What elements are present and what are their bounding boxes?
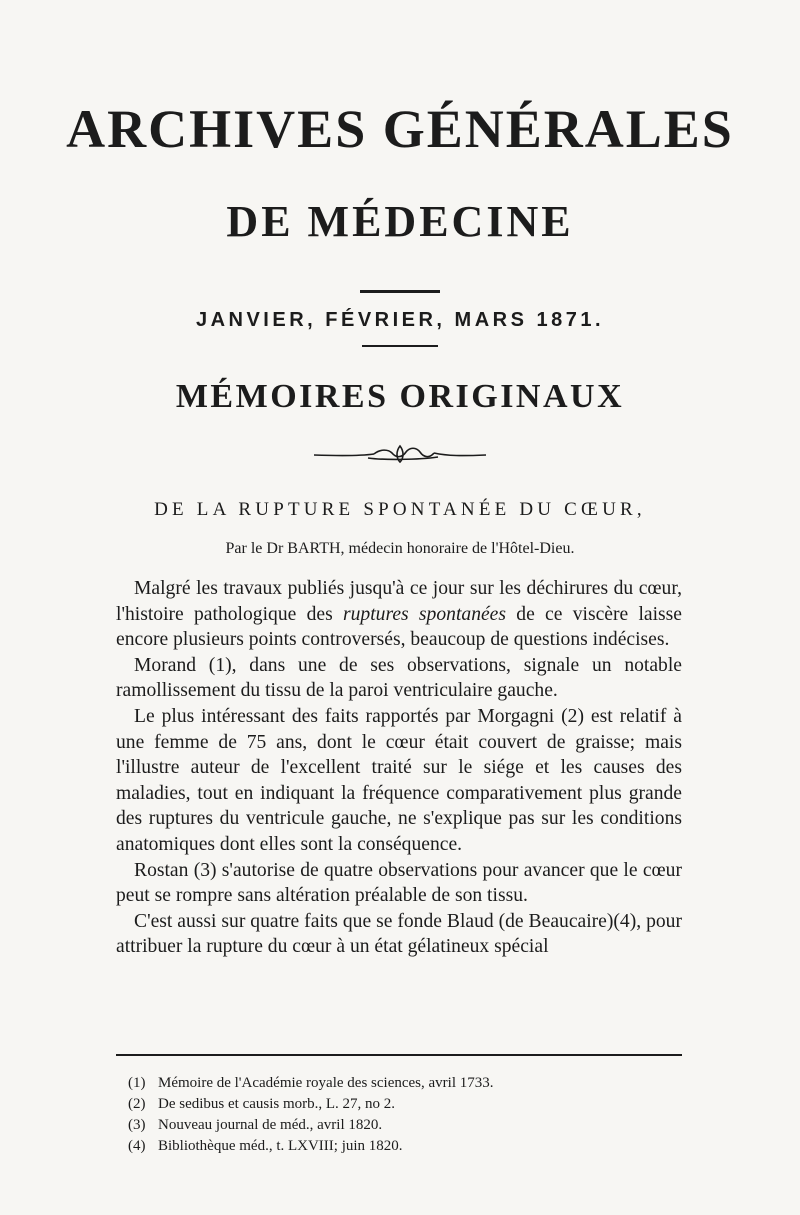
article-byline: Par le Dr BARTH, médecin honoraire de l'Hôtel-Dieu. bbox=[225, 540, 575, 557]
footnote bbox=[128, 1073, 648, 1094]
paragraph-text: Malgré les travaux publiés jusqu'à ce jour sur les déchirures du cœur, l'histoire pathologique des bbox=[116, 578, 682, 625]
section-heading: MÉMOIRES ORIGINAUX bbox=[175, 378, 625, 415]
emphasis-text: ruptures spontanées bbox=[342, 603, 507, 625]
paragraph: Le plus intéressant des faits rapportés par Morgagni (2) est relatif à une femme de 75 ans, dont le cœur était couvert de graisse; mais l'illustre auteur de l'excellent traité sur le siége et les causes des maladies, tout en indiquant la fréquence comparativement plus grande des ruptures du ventricule gauche, ne s'explique pas sur les conditions anatomiques dont elles sont la conséquence. bbox=[116, 705, 682, 855]
footnote-text: Nouveau journal de méd., avril 1820. bbox=[158, 1117, 383, 1133]
footnote-label: (2) bbox=[128, 1096, 146, 1112]
article-body bbox=[116, 576, 682, 960]
journal-subtitle: DE MÉDECINE bbox=[226, 197, 574, 246]
footnote-divider bbox=[116, 1054, 682, 1056]
footnote-label: (3) bbox=[128, 1117, 146, 1133]
paragraph-text: de ce viscère laisse encore plusieurs points controversés, beaucoup de questions indécises. bbox=[116, 603, 682, 651]
footnote-label: (4) bbox=[128, 1138, 146, 1154]
paragraph: Rostan (3) s'autorise de quatre observations pour avancer que le cœur peut se rompre sans altération préalable de son tissu. bbox=[116, 859, 682, 907]
journal-title: ARCHIVES GÉNÉRALES bbox=[66, 99, 734, 159]
paragraph bbox=[116, 576, 682, 653]
paragraph: C'est aussi sur quatre faits que se fonde Blaud (de Beaucaire)(4), pour attribuer la rupture du cœur à un état gélatineux spécial bbox=[116, 910, 682, 958]
flourish-ornament-icon bbox=[312, 440, 488, 468]
footnote bbox=[128, 1136, 648, 1157]
rule-top bbox=[360, 290, 440, 293]
footnote-text: De sedibus et causis morb., L. 27, no 2. bbox=[158, 1096, 396, 1112]
footnote bbox=[128, 1094, 648, 1115]
footnotes bbox=[128, 1073, 648, 1157]
rule-middle bbox=[362, 345, 438, 347]
footnote bbox=[128, 1115, 648, 1136]
paragraph: Morand (1), dans une de ses observations, signale un notable ramollissement du tissu de la paroi ventriculaire gauche. bbox=[116, 654, 682, 702]
footnote-text: Mémoire de l'Académie royale des sciences, avril 1733. bbox=[158, 1075, 494, 1091]
footnote-label: (1) bbox=[128, 1075, 146, 1091]
footnote-text: Bibliothèque méd., t. LXVIII; juin 1820. bbox=[158, 1138, 403, 1154]
issue-dateline: JANVIER, FÉVRIER, MARS 1871. bbox=[195, 309, 605, 331]
article-title: DE LA RUPTURE SPONTANÉE DU CŒUR, bbox=[154, 499, 646, 520]
